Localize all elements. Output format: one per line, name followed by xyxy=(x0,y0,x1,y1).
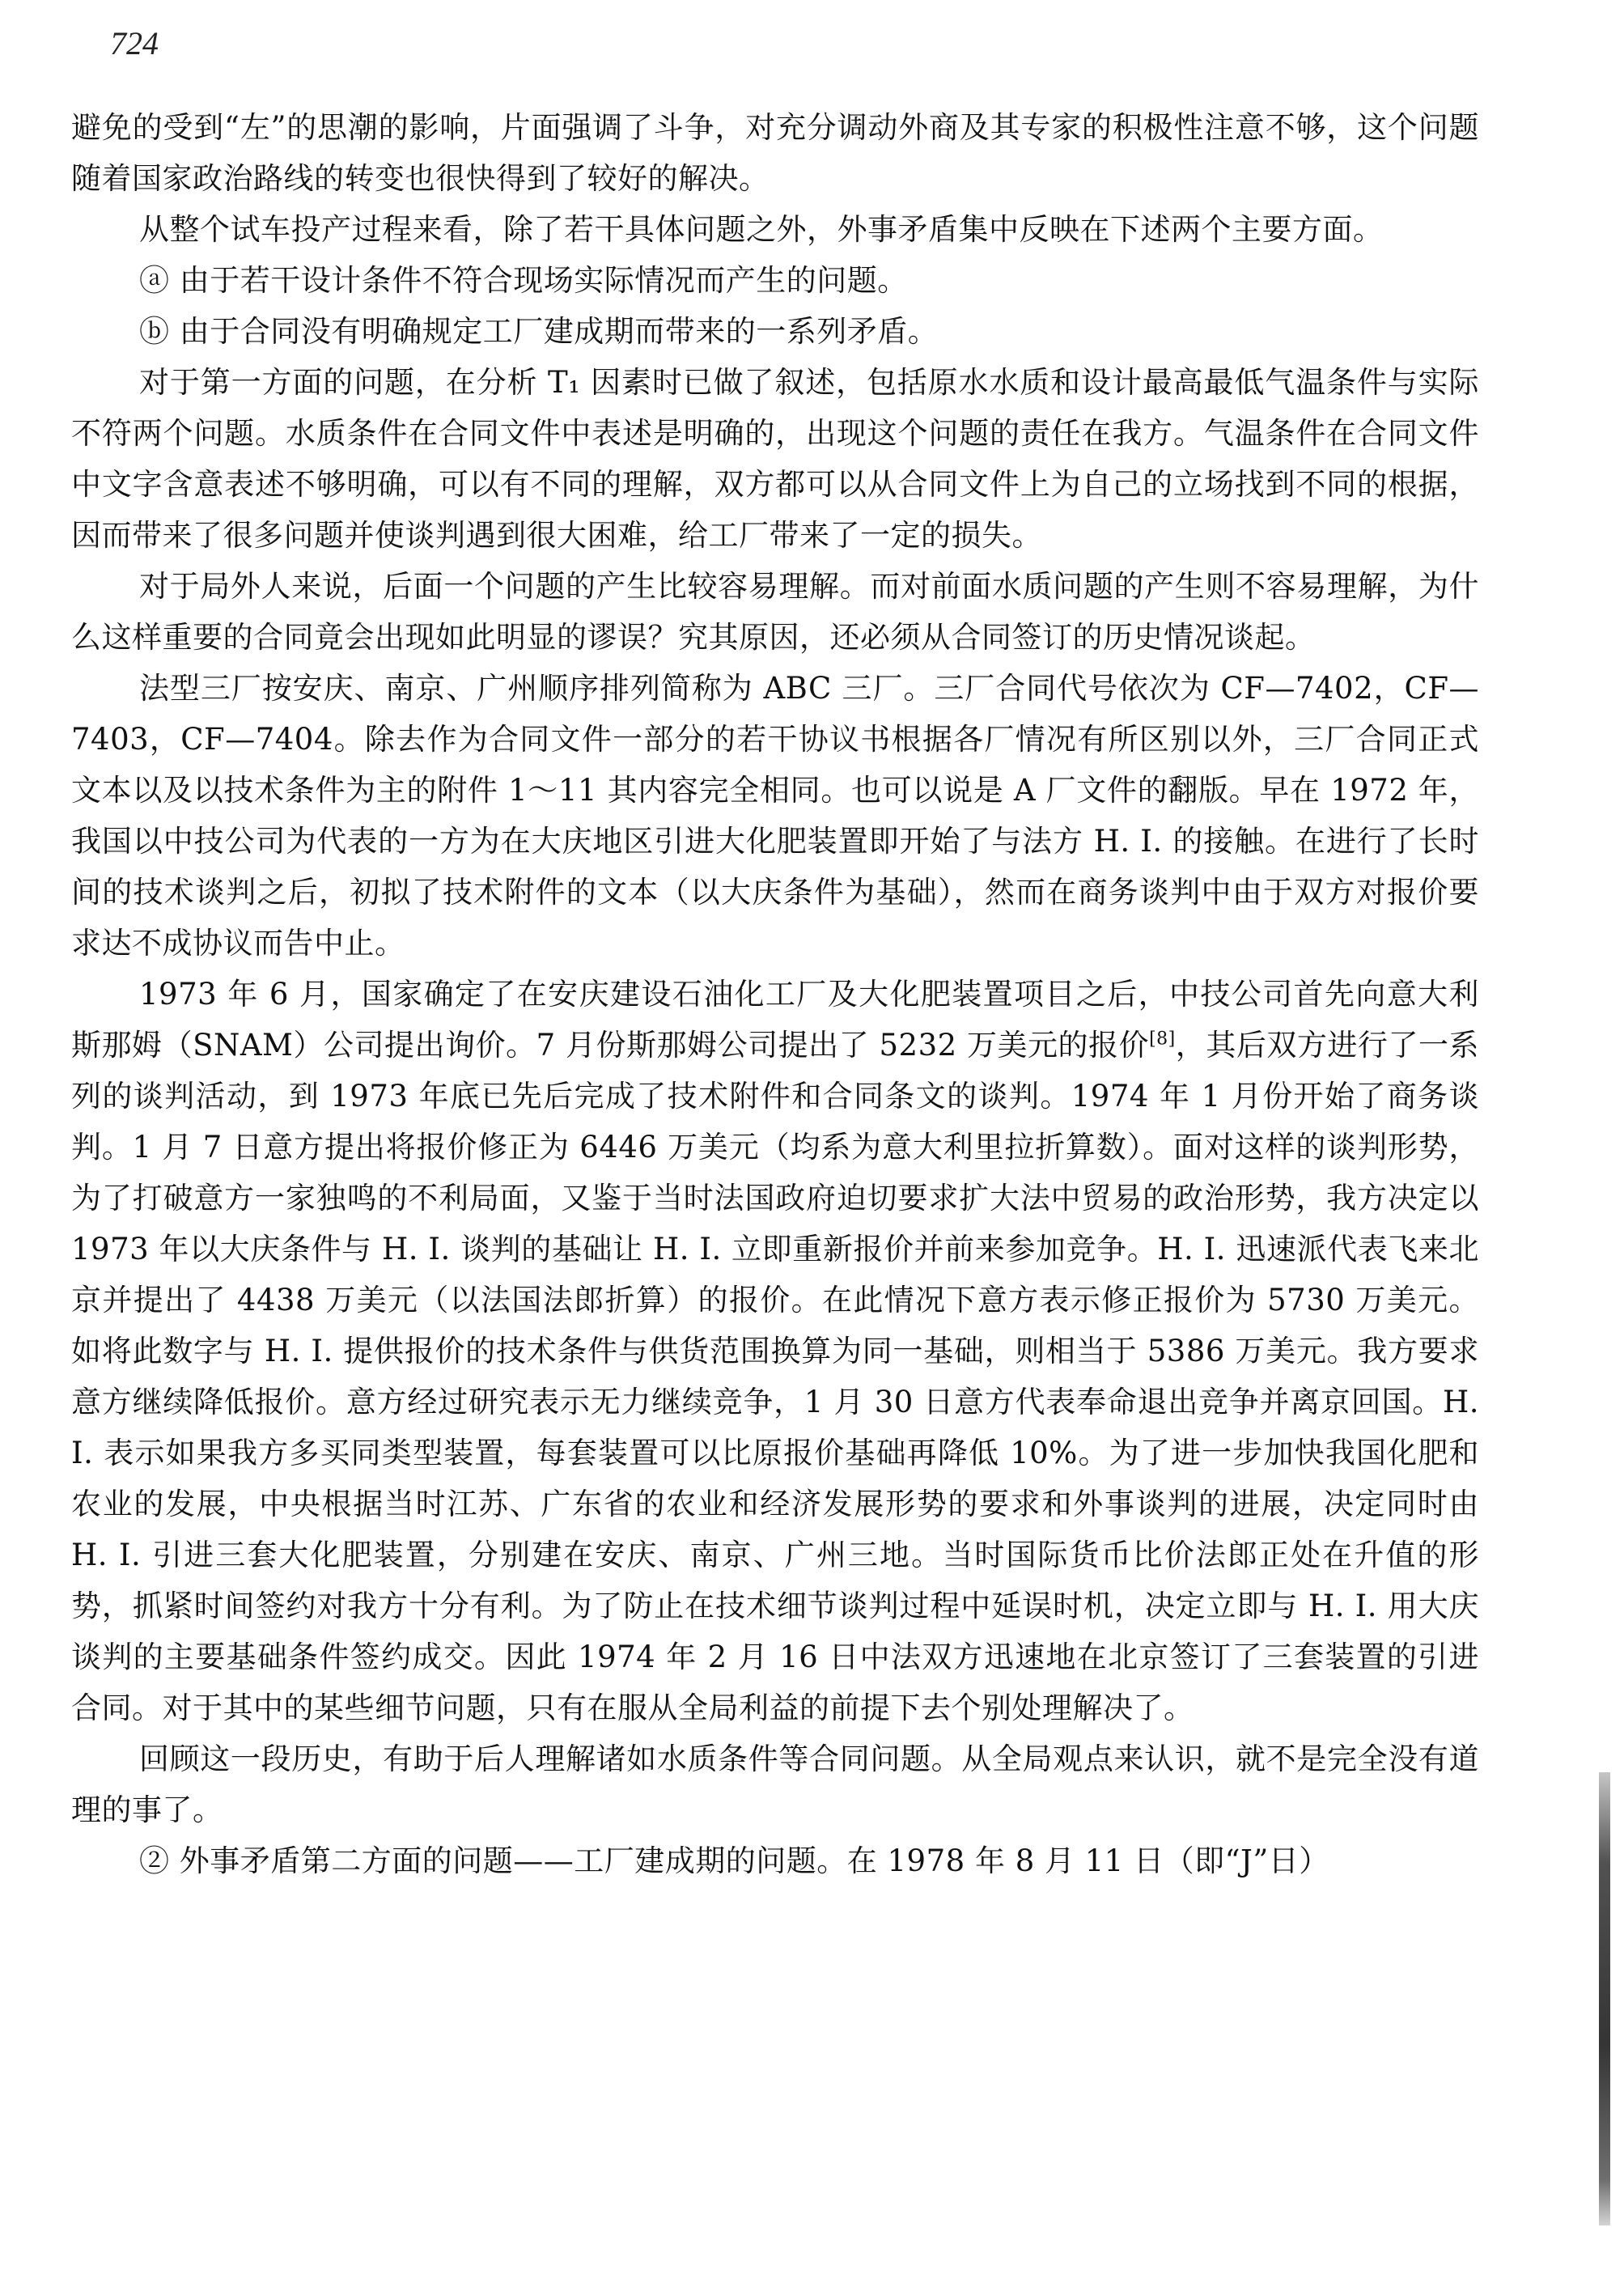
paragraph-text: 回顾这一段历史，有助于后人理解诸如水质条件等合同问题。从全局观点来认识，就不是完全没有道理的事了。 xyxy=(71,1742,1479,1827)
paragraph xyxy=(71,663,1479,969)
paragraph-text: 1973 年 6 月，国家确定了在安庆建设石油化工厂及大化肥装置项目之后，中技公司首先向意大利斯那姆（SNAM）公司提出询价。7 月份斯那姆公司提出了 5232 万美元的报价 xyxy=(71,977,1479,1063)
citation-marker: [8] xyxy=(1149,1029,1176,1050)
scan-edge-shadow xyxy=(1599,1772,1610,2225)
paragraph-text: ⓐ 由于若干设计条件不符合现场实际情况而产生的问题。 xyxy=(139,263,908,298)
paragraph-text: ② 外事矛盾第二方面的问题——工厂建成期的问题。在 1978 年 8 月 11 日（即“J”日） xyxy=(139,1843,1329,1878)
paragraph-text: ⓑ 由于合同没有明确规定工厂建成期而带来的一系列矛盾。 xyxy=(139,314,939,349)
paragraph xyxy=(71,1733,1479,1835)
paragraph-text: 对于局外人来说，后面一个问题的产生比较容易理解。而对前面水质问题的产生则不容易理解，为什么这样重要的合同竟会出现如此明显的谬误？究其原因，还必须从合同签订的历史情况谈起。 xyxy=(71,569,1479,655)
paragraph-text-continued: ，其后双方进行了一系列的谈判活动，到 1973 年底已先后完成了技术附件和合同条文的谈判。1974 年 1 月份开始了商务谈判。1 月 7 日意方提出将报价修正为 6446 万美元（均系为意大利里拉折算数）。面对这样的谈判形势，为了打破意方一家独鸣的不利局面，又鉴于当时法国政府迫切要求扩大法中贸易的政治形势，我方决定以 1973 年以大庆条件与 H. I. 谈判的基础让 H. I. 立即重新报价并前来参加竞争。H. I. 迅速派代表飞来北京并提出了 4438 万美元（以法国法郎折算）的报价。在此情况下意方表示修正报价为 5730 万美元。如将此数字与 H. I. 提供报价的技术条件与供货范围换算为同一基础，则相当于 5386 万美元。我方要求意方继续降低报价。意方经过研究表示无力继续竞争，1 月 30 日意方代表奉命退出竞争并离京回国。H. I. 表示如果我方多买同类型装置，每套装置可以比原报价基础再降低 10%。为了进一步加快我国化肥和农业的发展，中央根据当时江苏、广东省的农业和经济发展形势的要求和外事谈判的进展，决定同时由 H. I. 引进三套大化肥装置，分别建在安庆、南京、广州三地。当时国际货币比价法郎正处在升值的形势，抓紧时间签约对我方十分有利。为了防止在技术细节谈判过程中延误时机，决定立即与 H. I. 用大庆谈判的主要基础条件签约成交。因此 1974 年 2 月 16 日中法双方迅速地在北京签订了三套装置的引进合同。对于其中的某些细节问题，只有在服从全局利益的前提下去个别处理解决了。 xyxy=(71,1028,1480,1725)
paragraph xyxy=(71,255,1479,306)
paragraph-text: 法型三厂按安庆、南京、广州顺序排列简称为 ABC 三厂。三厂合同代号依次为 CF—7402，CF—7403，CF—7404。除去作为合同文件一部分的若干协议书根据各厂情况有所区别以外，三厂合同正式文本以及以技术条件为主的附件 1～11 其内容完全相同。也可以说是 A 厂文件的翻版。早在 1972 年，我国以中技公司为代表的一方为在大庆地区引进大化肥装置即开始了与法方 H. I. 的接触。在进行了长时间的技术谈判之后，初拟了技术附件的文本（以大庆条件为基础），然而在商务谈判中由于双方对报价要求达不成协议而告中止。 xyxy=(71,671,1479,961)
paragraph xyxy=(71,306,1479,357)
paragraph xyxy=(71,561,1479,663)
paragraph xyxy=(71,357,1479,561)
paragraph xyxy=(71,102,1479,204)
page-number: 724 xyxy=(110,25,159,62)
paragraph xyxy=(71,204,1479,255)
paragraph xyxy=(71,1835,1479,1886)
paragraph-text: 从整个试车投产过程来看，除了若干具体问题之外，外事矛盾集中反映在下述两个主要方面。 xyxy=(139,212,1384,247)
paragraph-text: 对于第一方面的问题，在分析 T₁ 因素时已做了叙述，包括原水水质和设计最高最低气温条件与实际不符两个问题。水质条件在合同文件中表述是明确的，出现这个问题的责任在我方。气温条件在合同文件中文字含意表述不够明确，可以有不同的理解，双方都可以从合同文件上为自己的立场找到不同的根据，因而带来了很多问题并使谈判遇到很大困难，给工厂带来了一定的损失。 xyxy=(71,365,1479,553)
body-text xyxy=(71,102,1479,1886)
paragraph-text: 避免的受到“左”的思潮的影响，片面强调了斗争，对充分调动外商及其专家的积极性注意不够，这个问题随着国家政治路线的转变也很快得到了较好的解决。 xyxy=(71,110,1479,196)
paragraph xyxy=(71,969,1479,1733)
